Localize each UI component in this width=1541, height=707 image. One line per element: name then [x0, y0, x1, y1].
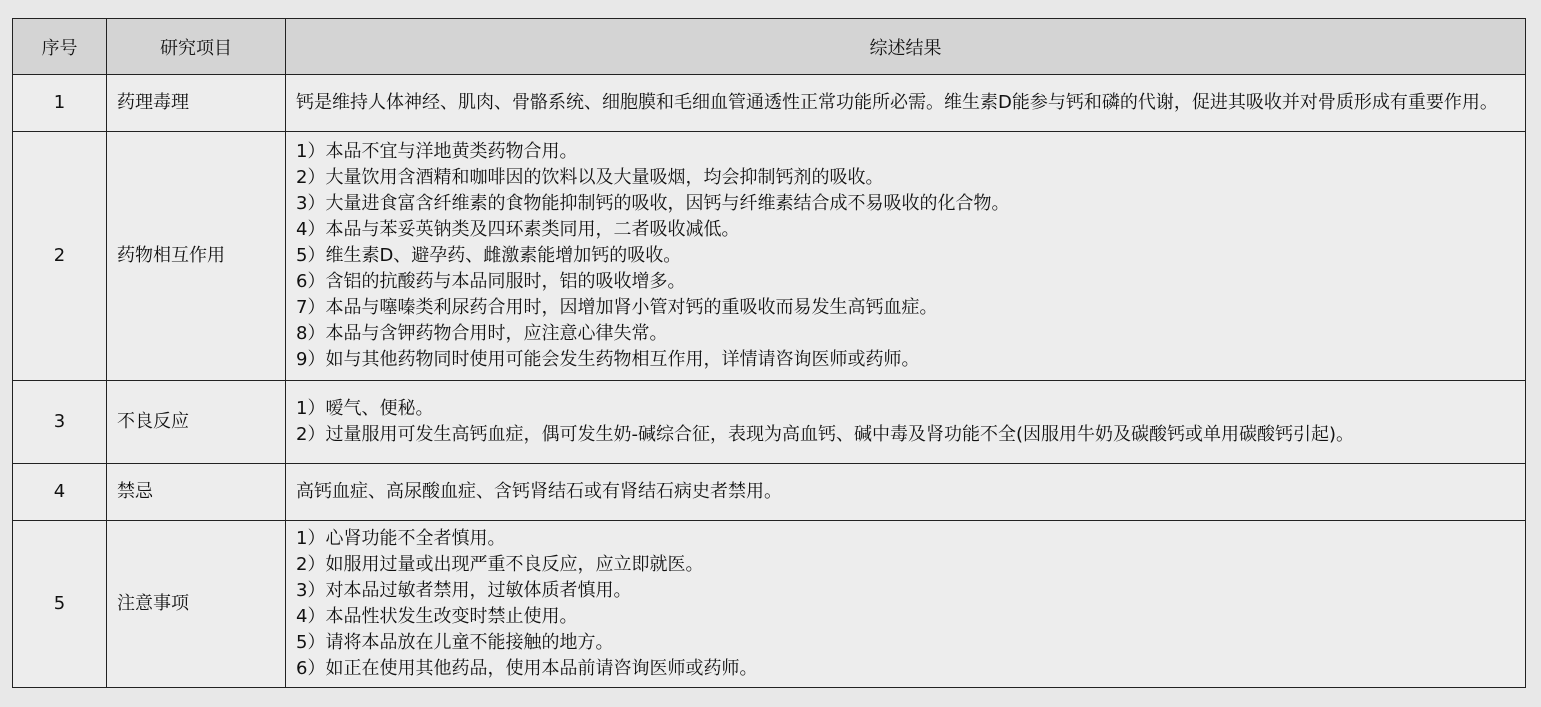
row-number: 4	[13, 464, 107, 521]
row-number: 3	[13, 381, 107, 464]
table-row	[13, 75, 1526, 132]
result-line: 高钙血症、高尿酸血症、含钙肾结石或有肾结石病史者禁用。	[296, 481, 782, 502]
row-item: 药物相互作用	[107, 132, 286, 381]
result-line: 1）嗳气、便秘。	[296, 398, 434, 419]
row-item: 注意事项	[107, 521, 286, 688]
row-item: 药理毒理	[107, 75, 286, 132]
result-line: 钙是维持人体神经、肌肉、骨骼系统、细胞膜和毛细血管通透性正常功能所必需。维生素D能参与钙和磷的代谢，促进其吸收并对骨质形成有重要作用。	[296, 92, 1498, 113]
header-no: 序号	[13, 19, 107, 75]
row-result	[286, 75, 1526, 132]
result-line: 2）过量服用可发生高钙血症，偶可发生奶-碱综合征，表现为高血钙、碱中毒及肾功能不全(因服用牛奶及碳酸钙或单用碳酸钙引起)。	[296, 424, 1354, 445]
table-row	[13, 132, 1526, 381]
result-line: 5）请将本品放在儿童不能接触的地方。	[296, 632, 614, 653]
row-result	[286, 521, 1526, 688]
row-number: 1	[13, 75, 107, 132]
table-row	[13, 381, 1526, 464]
result-line: 4）本品性状发生改变时禁止使用。	[296, 606, 578, 627]
header-result: 综述结果	[286, 19, 1526, 75]
result-line: 4）本品与苯妥英钠类及四环素类同用，二者吸收减低。	[296, 219, 740, 240]
header-item: 研究项目	[107, 19, 286, 75]
result-line: 7）本品与噻嗪类利尿药合用时，因增加肾小管对钙的重吸收而易发生高钙血症。	[296, 297, 938, 318]
row-result	[286, 132, 1526, 381]
result-line: 3）大量进食富含纤维素的食物能抑制钙的吸收，因钙与纤维素结合成不易吸收的化合物。	[296, 193, 1010, 214]
row-result	[286, 381, 1526, 464]
row-item: 不良反应	[107, 381, 286, 464]
result-line: 6）如正在使用其他药品，使用本品前请咨询医师或药师。	[296, 658, 758, 679]
table-body	[13, 75, 1526, 688]
table-row	[13, 521, 1526, 688]
result-line: 2）大量饮用含酒精和咖啡因的饮料以及大量吸烟，均会抑制钙剂的吸收。	[296, 167, 884, 188]
result-line: 3）对本品过敏者禁用，过敏体质者慎用。	[296, 580, 632, 601]
row-number: 5	[13, 521, 107, 688]
result-line: 8）本品与含钾药物合用时，应注意心律失常。	[296, 323, 668, 344]
header-row	[13, 19, 1526, 75]
review-table	[12, 18, 1526, 688]
result-line: 1）本品不宜与洋地黄类药物合用。	[296, 141, 578, 162]
result-line: 9）如与其他药物同时使用可能会发生药物相互作用，详情请咨询医师或药师。	[296, 349, 920, 370]
row-number: 2	[13, 132, 107, 381]
row-item: 禁忌	[107, 464, 286, 521]
row-result	[286, 464, 1526, 521]
table-header	[13, 19, 1526, 75]
result-line: 5）维生素D、避孕药、雌激素能增加钙的吸收。	[296, 245, 682, 266]
result-line: 2）如服用过量或出现严重不良反应，应立即就医。	[296, 554, 704, 575]
table-row	[13, 464, 1526, 521]
result-line: 6）含铝的抗酸药与本品同服时，铝的吸收增多。	[296, 271, 686, 292]
result-line: 1）心肾功能不全者慎用。	[296, 528, 506, 549]
